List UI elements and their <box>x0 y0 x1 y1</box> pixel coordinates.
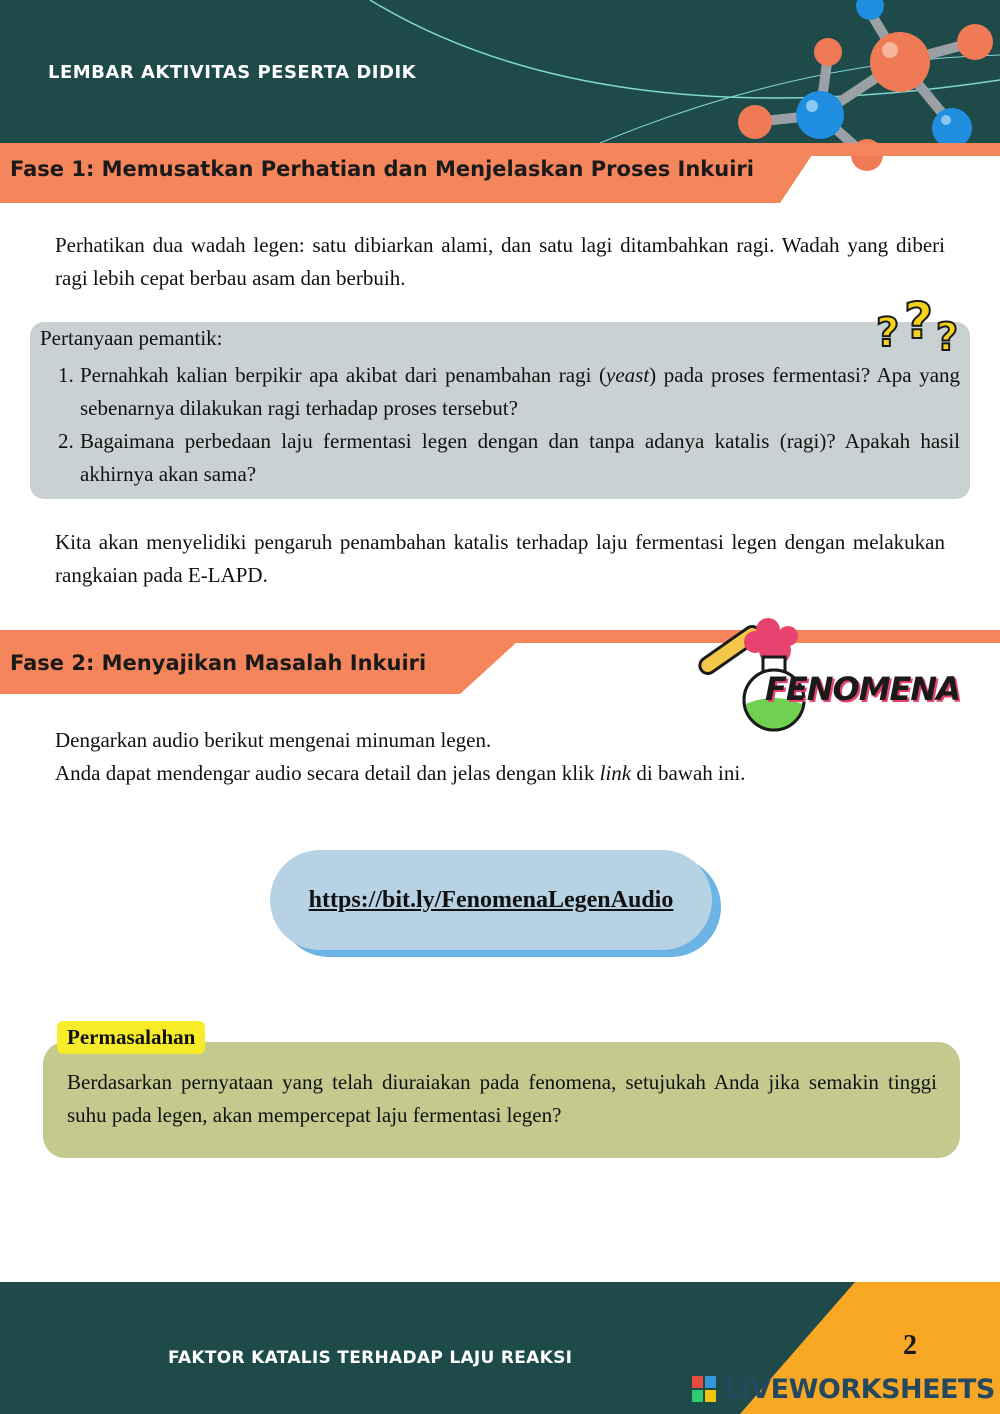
problem-tag: Permasalahan <box>57 1021 205 1054</box>
problem-text: Berdasarkan pernyataan yang telah diuraiakan pada fenomena, setujukah Anda jika semakin tinggi suhu pada legen, akan mempercepat laju fermentasi legen? <box>67 1070 937 1127</box>
phase1-closing: Kita akan menyelidiki pengaruh penambahan katalis terhadap laju fermentasi legen dengan melakukan rangkaian pada E-LAPD. <box>55 530 945 587</box>
question-text: Bagaimana perbedaan laju fermentasi legen dengan dan tanpa adanya katalis (ragi)? Apakah hasil akhirnya akan sama? <box>80 429 960 486</box>
semantic-question-list <box>58 359 961 491</box>
question-item <box>58 359 961 425</box>
audio-link[interactable]: https://bit.ly/FenomenaLegenAudio <box>308 886 674 913</box>
phase1-intro: Perhatikan dua wadah legen: satu dibiarkan alami, dan satu lagi ditambahkan ragi. Wadah yang diberi ragi lebih cepat berbau asam dan berbuih. <box>55 233 945 290</box>
semantic-title: Pertanyaan pemantik: <box>40 326 223 350</box>
svg-text:?: ? <box>904 294 934 350</box>
question-text: Pernahkah kalian berpikir apa akibat dari penambahan ragi ( <box>80 363 607 387</box>
question-marks-icon <box>874 294 969 358</box>
phase1-title: Fase 1: Memusatkan Perhatian dan Menjelaskan Proses Inkuiri <box>10 157 754 181</box>
header-title: LEMBAR AKTIVITAS PESERTA DIDIK <box>48 62 417 83</box>
problem-box <box>43 1042 960 1158</box>
semantic-questions-box <box>30 322 970 499</box>
phase2-title: Fase 2: Menyajikan Masalah Inkuiri <box>10 651 427 675</box>
phase2-line1: Dengarkan audio berikut mengenai minuman legen. <box>55 728 492 752</box>
question-item <box>58 425 960 491</box>
question-italic: yeast <box>606 363 650 387</box>
question-text: ) pada proses fermentasi? Apa yang sebenarnya dilakukan ragi terhadap proses tersebut? <box>80 363 961 420</box>
footer-title: FAKTOR KATALIS TERHADAP LAJU REAKSI <box>168 1348 573 1368</box>
phase2-line2-text: Anda dapat mendengar audio secara detail dan jelas dengan klik <box>55 761 600 785</box>
liveworksheets-logo-icon <box>692 1376 716 1402</box>
question-number: 2. <box>58 429 74 453</box>
svg-text:?: ? <box>876 310 900 356</box>
fenomena-badge: FENOMENA <box>765 670 960 708</box>
page-number: 2 <box>903 1330 917 1361</box>
phase2-line2 <box>55 757 945 790</box>
page-footer <box>0 1282 1000 1414</box>
phase2-line2-text: di bawah ini. <box>631 761 746 785</box>
liveworksheets-brand[interactable]: LIVEWORKSHEETS <box>724 1374 995 1405</box>
svg-text:?: ? <box>936 315 959 358</box>
phase2-line2-italic: link <box>599 761 632 785</box>
question-number: 1. <box>58 363 74 387</box>
audio-link-button[interactable] <box>270 850 712 950</box>
